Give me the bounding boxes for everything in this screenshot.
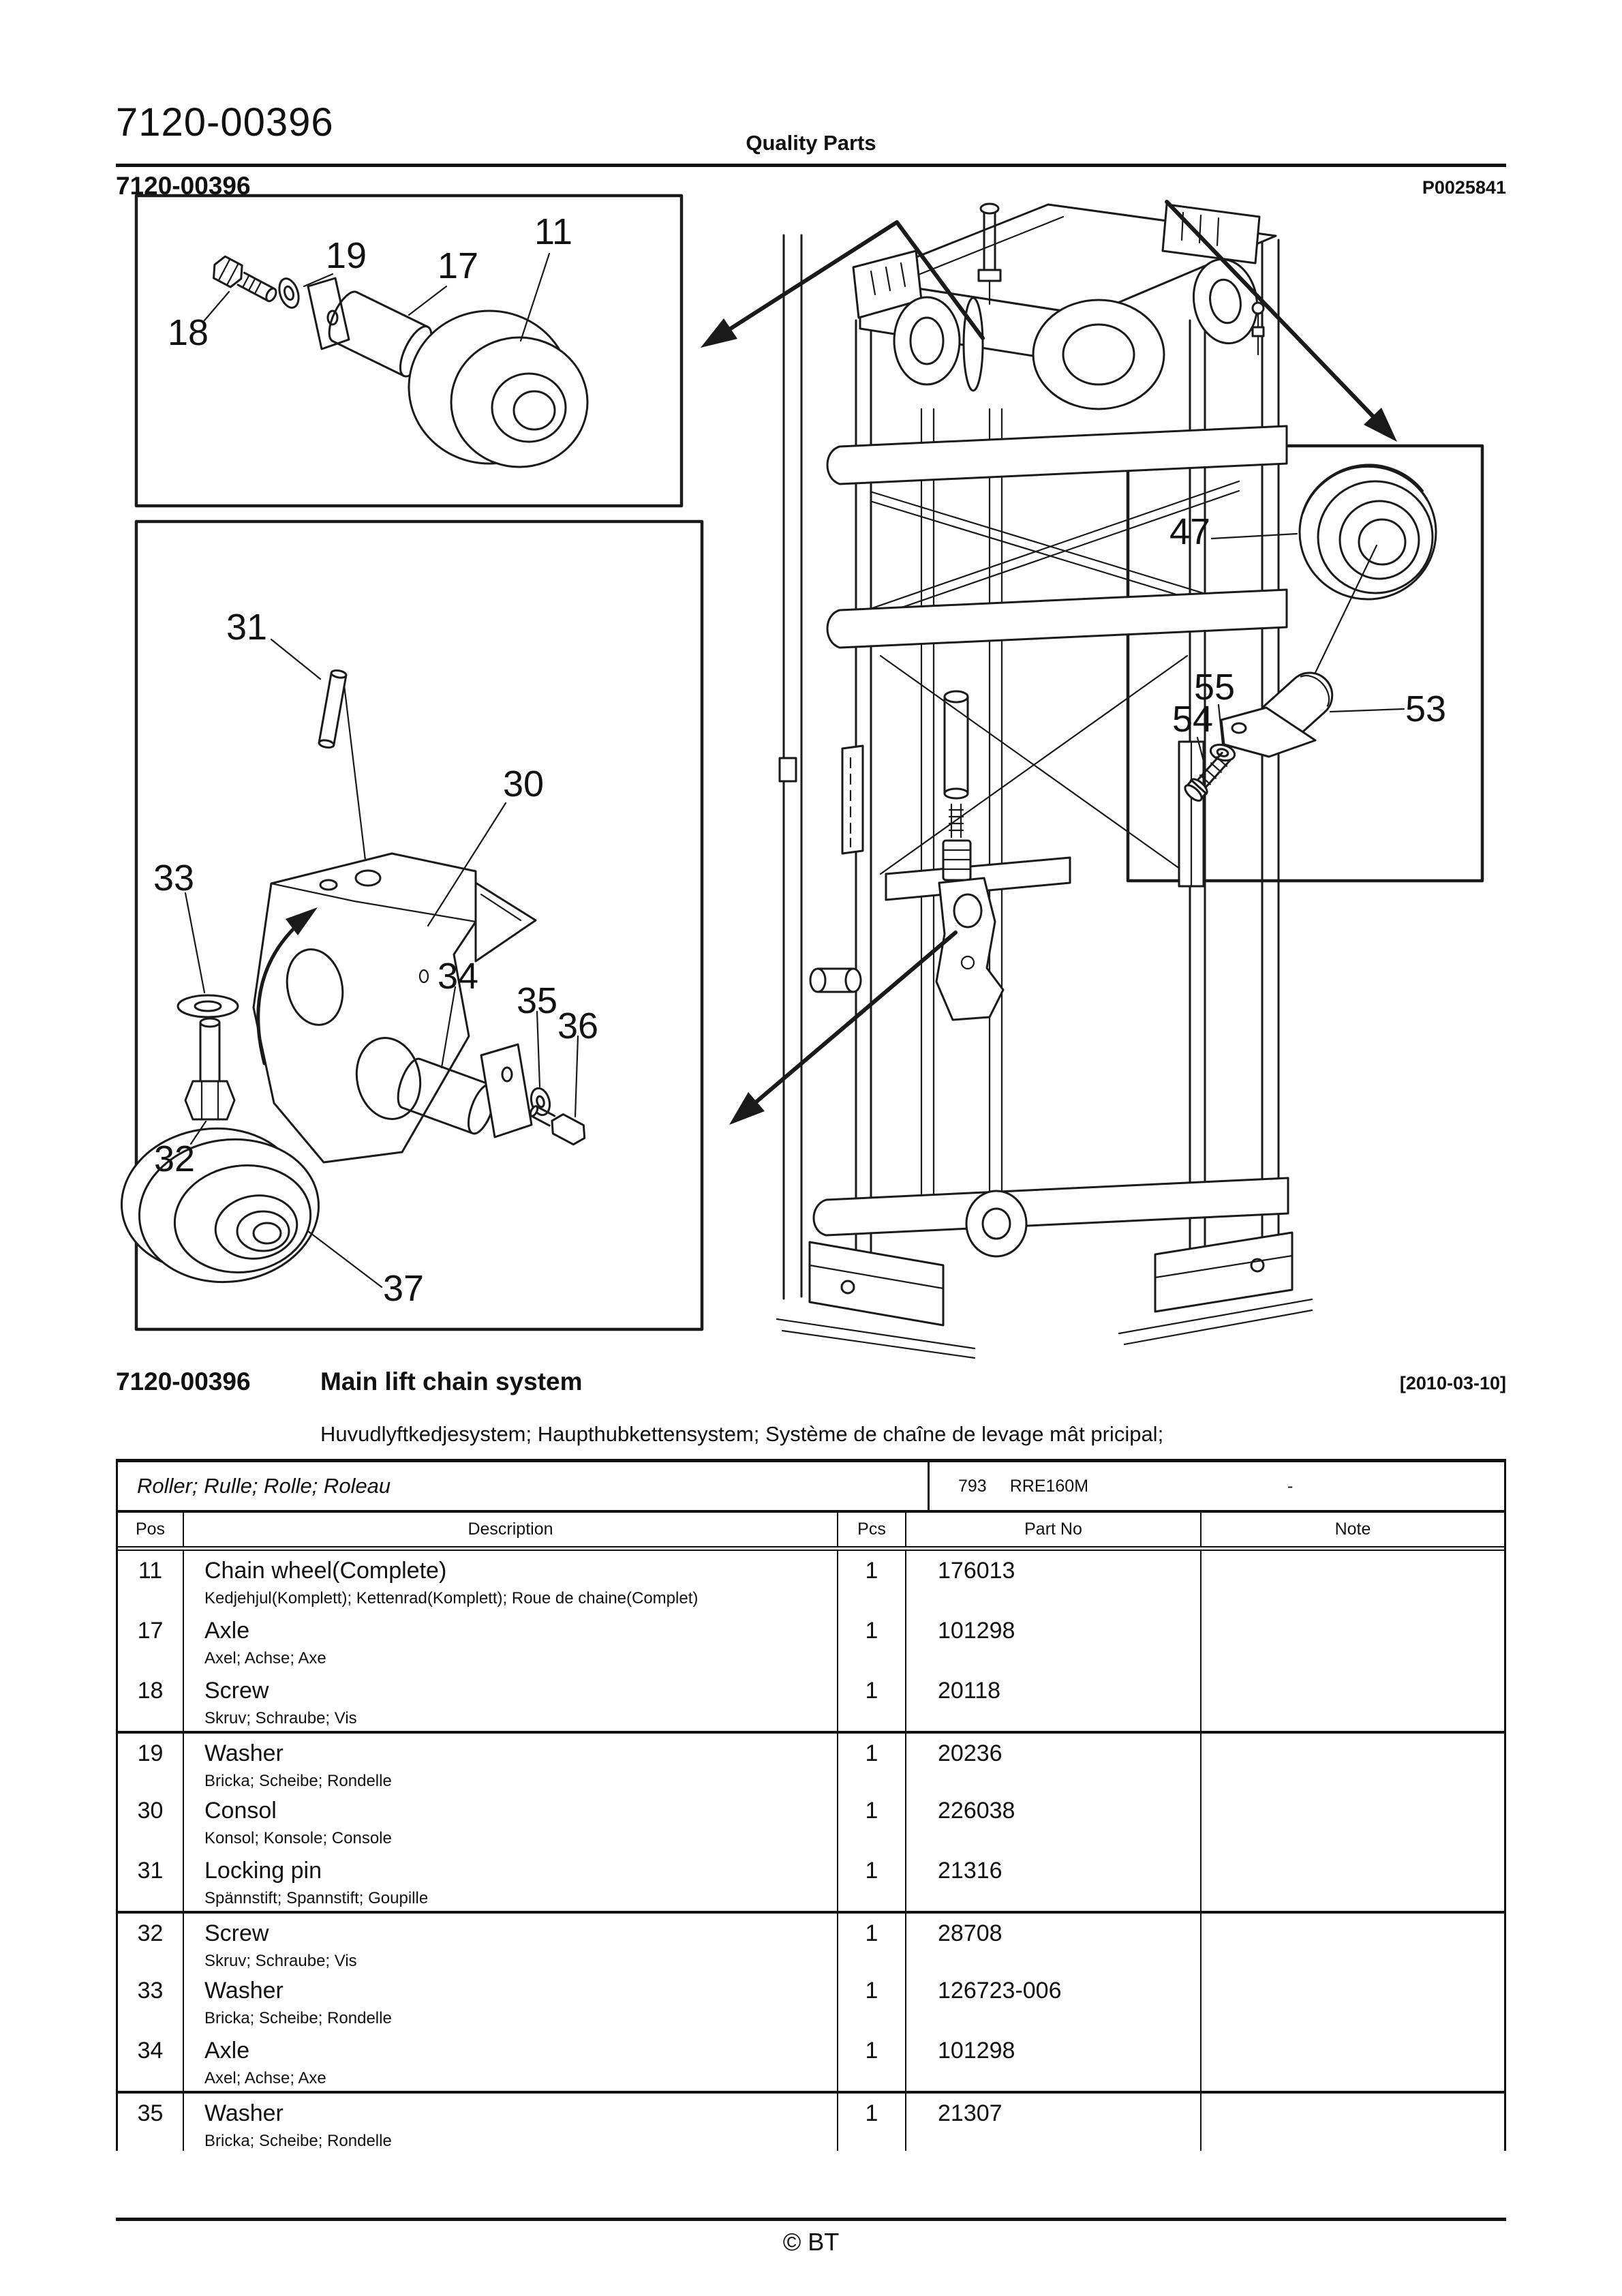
inset-detail-parts [1182,465,1436,804]
label-34: 34 [437,956,479,997]
table-column-headers [118,1513,1504,1551]
row-desc-sub: Skruv; Schraube; Vis [204,1709,357,1727]
row-desc-main: Axle [204,1618,250,1644]
table-row [118,1671,1504,1731]
row-note [1200,1734,1504,1791]
row-part-no: 226038 [905,1791,1200,1851]
row-desc-sub: Bricka; Scheibe; Rondelle [204,2009,392,2027]
row-desc-main: Consol [204,1798,277,1824]
row-pos: 19 [137,1740,164,1766]
section-number: 7120-00396 [116,172,251,200]
row-pcs: 1 [837,1671,905,1731]
row-pcs: 1 [837,1734,905,1791]
washer-33-part [178,995,238,1017]
row-part-no: 101298 [905,2031,1200,2091]
table-row [118,1851,1504,1911]
label-33: 33 [153,858,195,898]
row-description [183,1611,837,1671]
label-11: 11 [534,211,573,252]
row-description [183,1551,837,1611]
screw-36-part [526,1100,590,1148]
title-section-number: 7120-00396 [116,1368,251,1395]
col-part-no: Part No [905,1513,1200,1546]
row-pcs: 1 [837,1791,905,1851]
row-part-no: 101298 [905,1611,1200,1671]
row-note [1200,1914,1504,1971]
row-part-no: 126723-006 [905,1971,1200,2031]
row-description [183,1851,837,1911]
table-row [118,1551,1504,1611]
screw-32-part [185,1018,234,1119]
row-pos: 11 [138,1558,163,1584]
label-55: 55 [1193,667,1236,708]
row-part-no: 21316 [905,1851,1200,1911]
table-row [118,1971,1504,2031]
label-47: 47 [1169,511,1211,552]
row-note [1200,1551,1504,1611]
row-note [1200,1611,1504,1671]
row-pos: 30 [137,1798,164,1824]
row-desc-main: Washer [204,1740,284,1766]
group-model: RRE160M [1009,1476,1089,1496]
page-title-translations: Huvudlyftkedjesystem; Haupthubkettensystem; Système de chaîne de levage mât pricipal; [320,1422,1164,1446]
page-title: Main lift chain system [320,1368,583,1395]
row-desc-sub: Bricka; Scheibe; Rondelle [204,2132,392,2150]
row-note [1200,2094,1504,2151]
screw-18-part [209,254,280,307]
row-pcs: 1 [837,1611,905,1671]
row-pos: 17 [137,1618,164,1644]
row-desc-sub: Kedjehjul(Komplett); Kettenrad(Komplett); Roue de chaine(Complet) [204,1589,699,1607]
col-description: Description [183,1513,837,1546]
row-desc-sub: Konsol; Konsole; Console [204,1829,392,1847]
table-row [118,2091,1504,2151]
label-36: 36 [557,1006,599,1046]
row-pcs: 1 [837,1914,905,1971]
row-description [183,2094,837,2151]
row-pcs: 1 [837,2031,905,2091]
row-note [1200,1851,1504,1911]
label-32: 32 [153,1138,196,1179]
table-row [118,1611,1504,1671]
chain-wheel-detail-parts [204,254,587,467]
row-desc-main: Washer [204,1978,284,2004]
label-35: 35 [516,980,558,1021]
row-pos: 33 [137,1978,164,2004]
row-note [1200,1791,1504,1851]
row-description [183,1734,837,1791]
group-name: Roller; Rulle; Rolle; Roleau [137,1474,391,1498]
row-pcs: 1 [837,1551,905,1611]
row-pcs: 1 [837,2094,905,2151]
quality-parts-title: Quality Parts [746,131,876,155]
row-pos: 35 [137,2100,164,2126]
revision-date: [2010-03-10] [1399,1373,1506,1393]
row-desc-main: Washer [204,2100,284,2126]
label-19: 19 [325,235,367,276]
mast-drawing [777,204,1312,1358]
footer-rule [116,2218,1506,2221]
row-desc-main: Screw [204,1920,269,1946]
label-53: 53 [1405,689,1447,729]
chain-wheel-47-part [1300,465,1436,599]
row-description [183,1791,837,1851]
row-part-no: 21307 [905,2094,1200,2151]
row-description [183,2031,837,2091]
figure-code: P0025841 [1422,177,1506,198]
row-description [183,1914,837,1971]
col-note: Note [1200,1513,1504,1546]
row-pos: 31 [137,1858,164,1884]
row-desc-sub: Skruv; Schraube; Vis [204,1952,357,1970]
label-30: 30 [502,764,545,804]
row-part-no: 20236 [905,1734,1200,1791]
col-pcs: Pcs [837,1513,905,1546]
washer-19-part [276,276,302,310]
console-detail-parts [112,639,590,1293]
row-note [1200,1971,1504,2031]
row-description [183,1971,837,2031]
row-desc-sub: Spännstift; Spannstift; Goupille [204,1889,429,1907]
row-part-no: 28708 [905,1914,1200,1971]
row-pos: 34 [137,2038,164,2064]
row-pos: 32 [137,1920,164,1946]
table-row [118,1911,1504,1971]
table-row [118,1731,1504,1791]
locking-pin-31-part [318,669,346,749]
row-desc-main: Locking pin [204,1858,322,1884]
row-desc-sub: Bricka; Scheibe; Rondelle [204,1772,392,1790]
row-part-no: 176013 [905,1551,1200,1611]
row-desc-sub: Axel; Achse; Axe [204,2069,326,2087]
group-model-cell [928,1462,1504,1510]
label-17: 17 [437,245,479,286]
parts-table [116,1459,1506,2151]
table-row [118,1791,1504,1851]
row-part-no: 20118 [905,1671,1200,1731]
row-desc-main: Screw [204,1678,269,1704]
roller-37-part [112,1117,328,1294]
row-note [1200,1671,1504,1731]
row-desc-main: Chain wheel(Complete) [204,1558,447,1584]
row-pos: 18 [137,1678,164,1704]
label-37: 37 [382,1268,425,1309]
group-code: 793 [958,1476,987,1496]
group-variant: - [1287,1476,1294,1496]
row-desc-main: Axle [204,2038,250,2064]
table-group-header [118,1462,1504,1513]
chain-wheel-11-part [409,311,587,467]
col-pos: Pos [135,1520,166,1539]
label-54: 54 [1172,699,1214,740]
row-note [1200,2031,1504,2091]
label-31: 31 [226,607,268,648]
label-18: 18 [167,312,209,353]
row-pcs: 1 [837,1971,905,2031]
row-description [183,1671,837,1731]
axle-bracket [481,1044,532,1137]
table-row [118,2031,1504,2091]
copyright: © BT [782,2228,840,2256]
document-number: 7120-00396 [116,100,334,145]
row-pcs: 1 [837,1851,905,1911]
row-desc-sub: Axel; Achse; Axe [204,1649,326,1667]
